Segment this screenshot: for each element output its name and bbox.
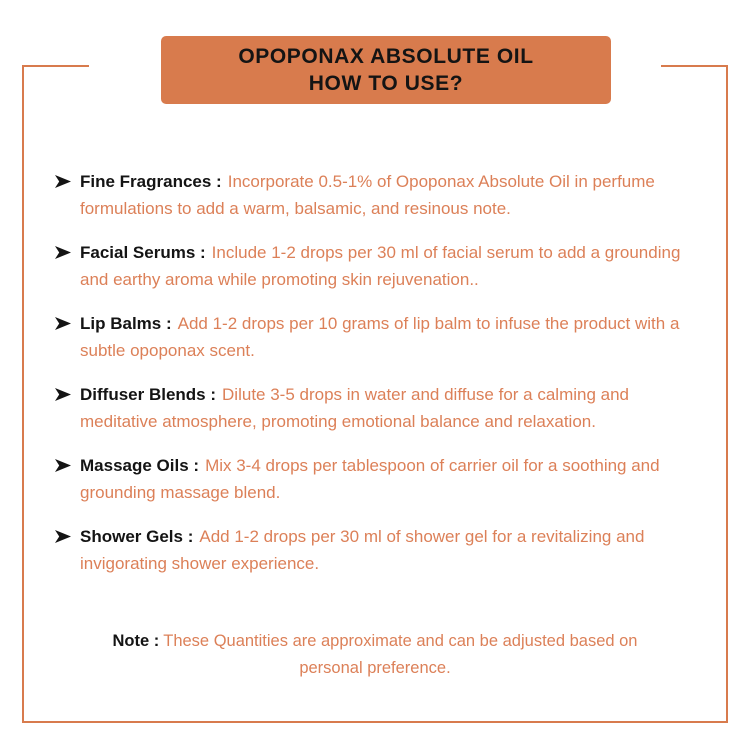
note	[80, 628, 670, 682]
usage-item-description: Add 1-2 drops per 30 ml of shower gel for a revitalizing and invigorating shower experience.	[80, 527, 645, 573]
note-label: Note :	[112, 632, 160, 650]
title-line-1: OPOPONAX ABSOLUTE OIL	[238, 44, 534, 68]
usage-item-label: Fine Fragrances :	[80, 172, 222, 191]
usage-item-label: Lip Balms :	[80, 314, 172, 333]
top-border-left-segment	[22, 65, 89, 67]
arrowhead-bullet-icon	[55, 388, 71, 401]
title-line-2: HOW TO USE?	[308, 72, 464, 95]
usage-item-description: Add 1-2 drops per 10 grams of lip balm to infuse the product with a subtle opoponax scent.	[80, 314, 680, 360]
note-text: These Quantities are approximate and can be adjusted based on personal preference.	[163, 632, 638, 677]
usage-item-description: Mix 3-4 drops per tablespoon of carrier oil for a soothing and grounding massage blend.	[80, 456, 660, 502]
usage-item-label: Facial Serums :	[80, 243, 206, 262]
arrowhead-bullet-icon	[55, 246, 71, 259]
usage-item-lip-balms	[55, 310, 705, 364]
usage-item-label: Diffuser Blends :	[80, 385, 217, 404]
usage-item-label: Massage Oils :	[80, 456, 200, 475]
arrowhead-bullet-icon	[55, 317, 71, 330]
usage-list	[55, 168, 705, 594]
header-banner	[161, 36, 611, 104]
usage-item-shower-gels	[55, 523, 705, 577]
arrowhead-bullet-icon	[55, 459, 71, 472]
arrowhead-bullet-icon	[55, 175, 71, 188]
top-border-right-segment	[661, 65, 728, 67]
usage-item-diffuser-blends	[55, 381, 705, 435]
usage-item-fine-fragrances	[55, 168, 705, 222]
usage-item-description: Include 1-2 drops per 30 ml of facial serum to add a grounding and earthy aroma while promoting skin rejuvenation..	[80, 243, 681, 289]
usage-item-description: Dilute 3-5 drops in water and diffuse for a calming and meditative atmosphere, promoting emotional balance and relaxation.	[80, 385, 630, 431]
usage-item-description: Incorporate 0.5-1% of Opoponax Absolute Oil in perfume formulations to add a warm, balsamic, and resinous note.	[80, 172, 655, 218]
usage-item-facial-serums	[55, 239, 705, 293]
usage-item-label: Shower Gels :	[80, 527, 194, 546]
arrowhead-bullet-icon	[55, 530, 71, 543]
usage-item-massage-oils	[55, 452, 705, 506]
